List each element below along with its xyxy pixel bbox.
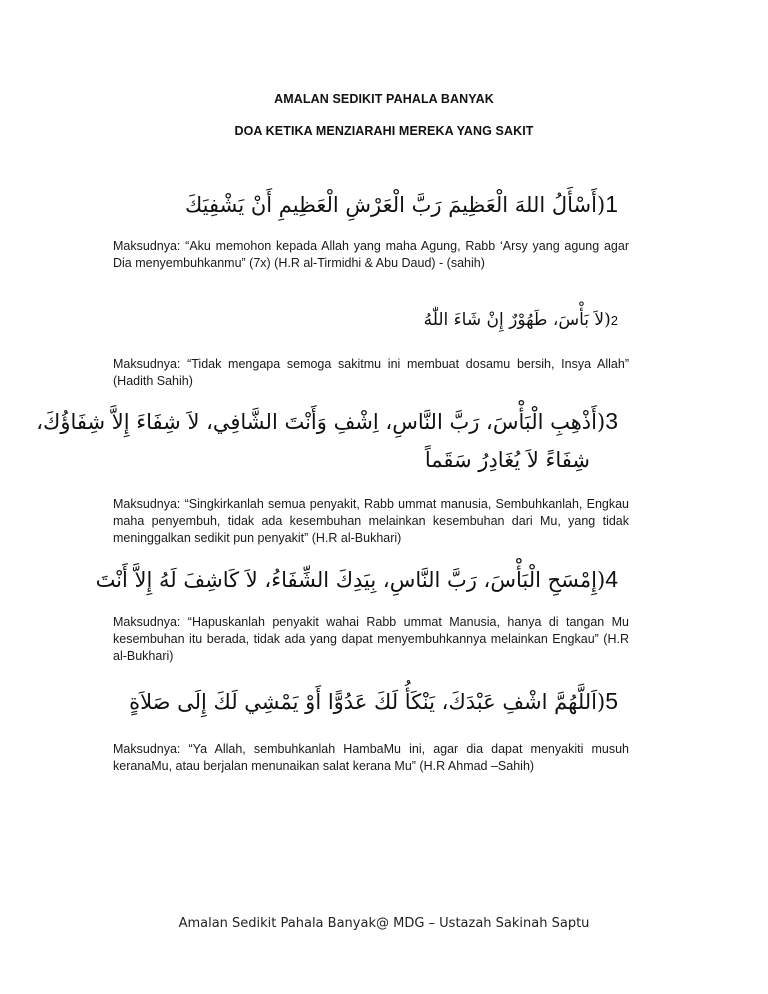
document-subtitle: DOA KETIKA MENZIARAHI MEREKA YANG SAKIT (234, 124, 534, 138)
document-title: AMALAN SEDIKIT PAHALA BANYAK (274, 92, 494, 106)
dua-arabic-text-5: اَللَّهُمَّ اشْفِ عَبْدَكَ، يَنْكَأُ لَكَ عَدُوًّا أَوْ يَمْشِي لَكَ إِلَى صَلاَةٍ (129, 690, 597, 714)
dua-number-2: 2 (610, 313, 618, 328)
dua-number-3: 3 (605, 408, 618, 434)
dua-number-5: 5 (605, 688, 618, 714)
dua-meaning-5: Maksudnya: “Ya Allah, sembuhkanlah HambaMu ini, agar dia dapat menyakiti musuh keranaMu, atau berjalan menunaikan salat kerana Mu” (H.R Ahmad –Sahih) (113, 742, 629, 773)
dua-arabic-text-3: أَذْهِبِ الْبَأْسَ، رَبَّ النَّاسِ، اِشْفِ وَأَنْتَ الشَّافِي، لاَ شِفَاءَ إِلاَّ شِفَاؤُكَ، (36, 410, 597, 434)
dua-arabic-text-1: أَسْأَلُ اللهَ الْعَظِيمَ رَبَّ الْعَرْشِ الْعَظِيمِ أَنْ يَشْفِيَكَ (184, 193, 597, 217)
dua-number-4: 4 (605, 566, 618, 592)
dua-number-1: 1 (605, 191, 618, 217)
dua-meaning-3: Maksudnya: “Singkirkanlah semua penyakit, Rabb ummat manusia, Sembuhkanlah, Engkau maha penyembuh, tidak ada kesembuhan melainkan kesembuhan dari Mu, yang tidak meninggalkan sedikit pun penyakit” (H.R al-Bukhari) (113, 497, 629, 545)
dua-arabic-3: 3(أَذْهِبِ الْبَأْسَ، رَبَّ النَّاسِ، اِشْفِ وَأَنْتَ الشَّافِي، لاَ شِفَاءَ إِلاَّ شِفَاؤُكَ، (36, 408, 618, 434)
dua-arabic-text-2: لاَ بَأْسَ، طَهُوْرٌ إِنْ شَاءَ اللّٰهُ (423, 310, 605, 330)
dua-arabic-4: 4(إِمْسَحِ الْبَأْسَ، رَبَّ النَّاسِ، بِيَدِكَ الشِّفَاءُ، لاَ كَاشِفَ لَهُ إِلاَّ أَنْتَ (95, 566, 618, 592)
page-footer: Amalan Sedikit Pahala Banyak@ MDG – Ustazah Sakinah Saptu (178, 916, 590, 931)
dua-arabic-3-line2: شِفَاءً لاَ يُغَادِرُ سَقَماً (424, 448, 590, 472)
dua-meaning-2: Maksudnya: “Tidak mengapa semoga sakitmu ini membuat dosamu bersih, Insya Allah” (Hadith Sahih) (113, 357, 629, 388)
dua-arabic-text-4: إِمْسَحِ الْبَأْسَ، رَبَّ النَّاسِ، بِيَدِكَ الشِّفَاءُ، لاَ كَاشِفَ لَهُ إِلاَّ أَنْتَ (95, 568, 597, 592)
dua-arabic-5: 5(اَللَّهُمَّ اشْفِ عَبْدَكَ، يَنْكَأُ لَكَ عَدُوًّا أَوْ يَمْشِي لَكَ إِلَى صَلاَةٍ (129, 688, 618, 714)
dua-meaning-1: Maksudnya: “Aku memohon kepada Allah yang maha Agung, Rabb ‘Arsy yang agung agar Dia menyembuhkanmu” (7x) (H.R al-Tirmidhi & Abu Daud) - (sahih) (113, 239, 629, 270)
dua-meaning-4: Maksudnya: “Hapuskanlah penyakit wahai Rabb ummat Manusia, hanya di tangan Mu kesembuhan itu berada, tidak ada yang dapat menyembuhkannya melainkan Engkau” (H.R al-Bukhari) (113, 615, 629, 663)
dua-arabic-1: 1(أَسْأَلُ اللهَ الْعَظِيمَ رَبَّ الْعَرْشِ الْعَظِيمِ أَنْ يَشْفِيَكَ (184, 191, 618, 217)
dua-arabic-2: 2(لاَ بَأْسَ، طَهُوْرٌ إِنْ شَاءَ اللّٰهُ (423, 310, 618, 330)
